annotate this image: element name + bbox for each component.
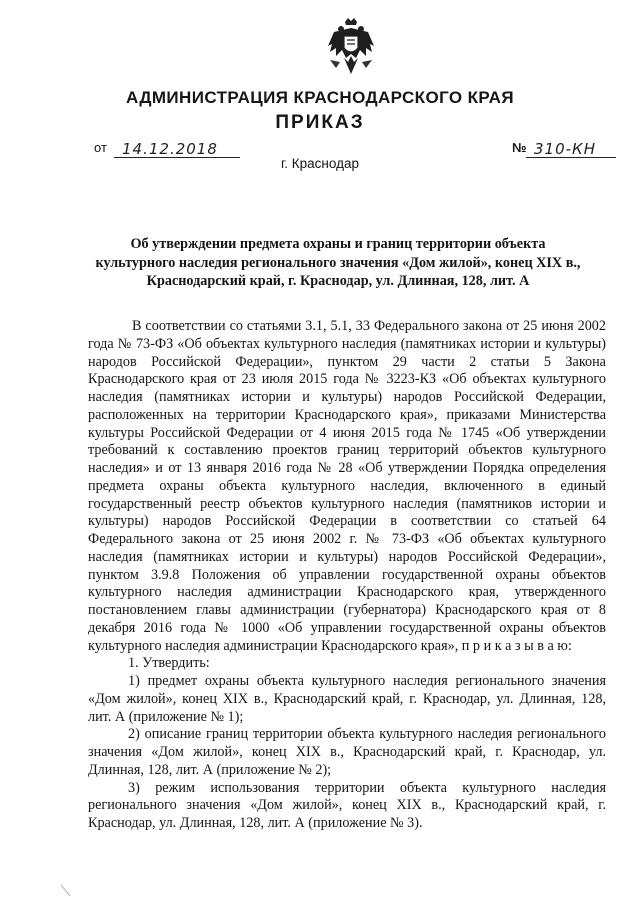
preamble-paragraph: В соответствии со статьями 3.1, 5.1, 33 Федерального закона от 25 июня 2002 года № 73-ФЗ «Об объектах культурного наследия (памятниках истории и культуры) народов Российской Федерации», пунктом 29 части 2 статьи 5 Закона Краснодарского края от 23 июля 2015 года № 3223-КЗ «Об объектах культурного наследия (памятниках истории и культуры) народов Российской Федерации, расположенных на территории Краснодарского края», приказами Министерства культуры Российской Федерации от 4 июня 2015 года № 1745 «Об утверждении требований к составлению проектов границ территорий объектов культурного наследия» и от 13 января 2016 года № 28 «Об утверждении Порядка определения предмета охраны объекта культурного наследия, включенного в единый государственный реестр объектов культурного наследия (памятников истории и культуры) народов Российской Федерации в соответствии со статьей 64 Федерального закона от 25 июня 2002 г. № 73-ФЗ «Об объектах культурного наследия (памятниках истории и культуры) народов Российской Федерации», пунктом 3.9.8 Положения об управлении государственной охраны объектов культурного наследия администрации Краснодарского края, утвержденного постановлением главы администрации (губернатора) Краснодарского края от 8 декабря 2016 года № 1000 «Об управлении государственной охраны объектов культурного наследия администрации Краснодарского края», п р и к а з ы в а ю:: [88, 318, 606, 654]
krasnodar-coat-of-arms-icon: [326, 16, 376, 76]
document-body: [88, 318, 606, 833]
number-field: [512, 140, 527, 157]
title-line: Краснодарский край, г. Краснодар, ул. Длинная, 128, лит. А: [146, 273, 530, 289]
number-prefix: №: [512, 140, 527, 155]
title-line: культурного наследия регионального значения «Дом жилой», конец XIX в.,: [95, 254, 581, 271]
item-1-3: 3) режим использования территории объекта культурного наследия регионального значения «Дом жилой», конец XIX в., Краснодарский край, г. Краснодар, ул. Длинная, 128, лит. А (приложение № 3).: [88, 779, 606, 831]
document-title: [68, 235, 608, 291]
organization-name: АДМИНИСТРАЦИЯ КРАСНОДАРСКОГО КРАЯ: [126, 88, 514, 107]
item-1-2: 2) описание границ территории объекта культурного наследия регионального значения «Дом жилой», конец XIX в., Краснодарский край, г. Краснодар, ул. Длинная, 128, лит. А (приложение № 2);: [88, 726, 606, 778]
date-field: [94, 140, 107, 157]
city-name: г. Краснодар: [281, 156, 359, 171]
title-line: Об утверждении предмета охраны и границ территории объекта: [130, 236, 546, 252]
item-1-1: 1) предмет охраны объекта культурного наследия регионального значения «Дом жилой», конец XIX в., Краснодарский край, г. Краснодар, ул. Длинная, 128, лит. А (приложение № 1);: [88, 673, 606, 725]
date-value: 14.12.2018: [122, 140, 218, 158]
item-1: 1. Утвердить:: [128, 655, 210, 672]
scan-mark-icon: [60, 884, 72, 898]
number-value: 310-КН: [534, 140, 596, 158]
document-type: ПРИКАЗ: [275, 112, 365, 133]
date-prefix: от: [94, 140, 107, 155]
